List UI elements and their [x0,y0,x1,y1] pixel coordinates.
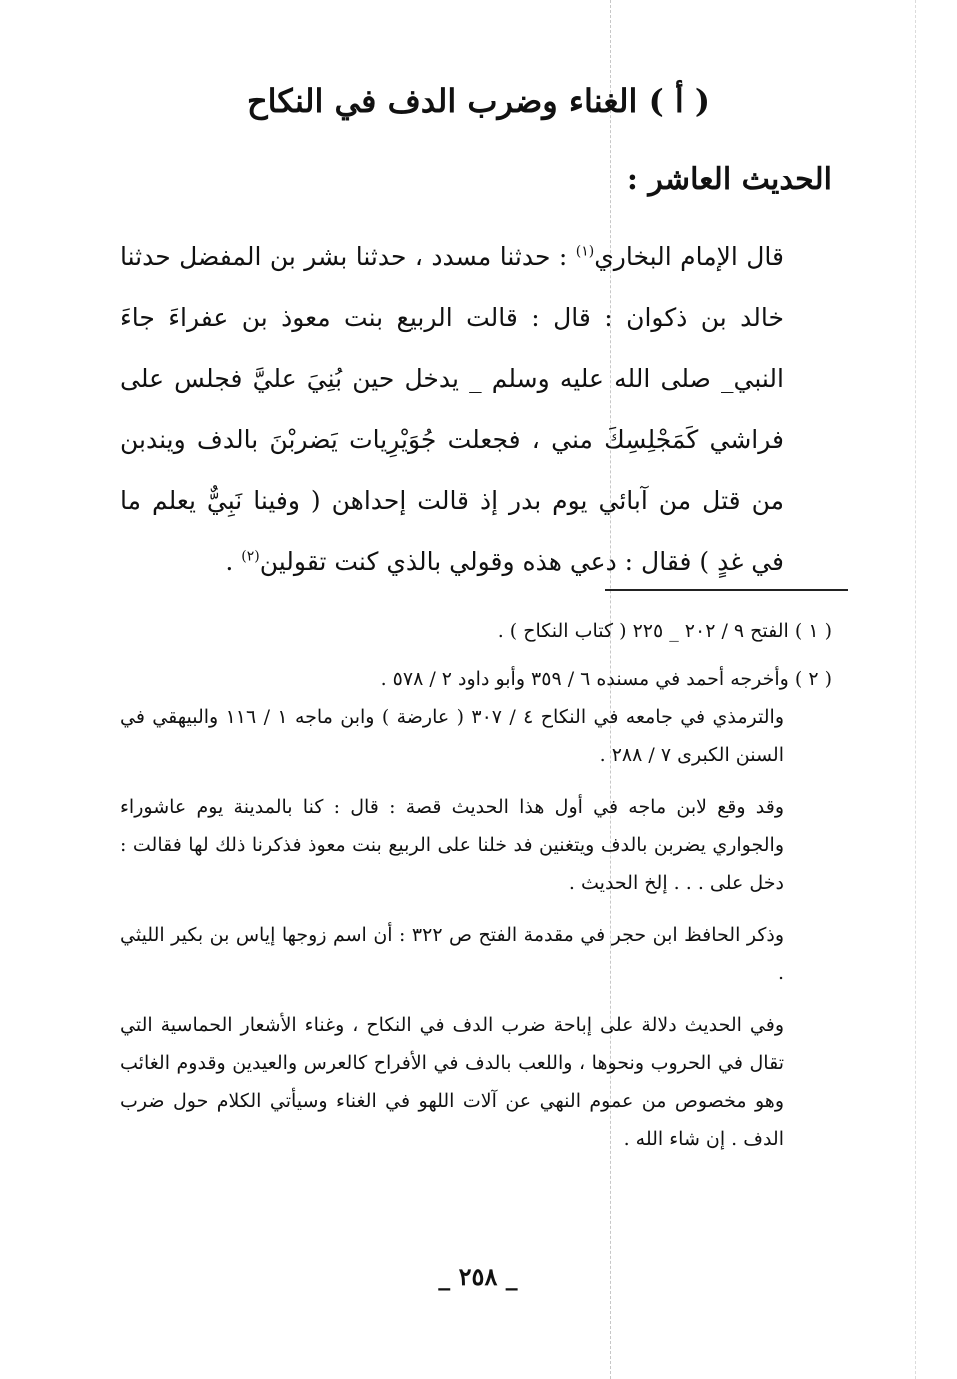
footnote-1: ( ١ ) الفتح ٩ / ٢٠٢ _ ٢٢٥ ( كتاب النكاح ) . [497,620,832,642]
chapter-title: ( أ ) الغناء وضرب الدف في النكاح [246,82,711,120]
footnote-mark-2: (٢) [241,548,260,565]
hadith-end: . [225,547,242,576]
hadith-text [120,226,832,592]
footnote-2-paragraph: وذكر الحافظ ابن حجر في مقدمة الفتح ص ٣٢٢ : أن اسم زوجها إياس بن بكير الليثي . [120,924,784,984]
scan-edge-line [915,0,916,1379]
hadith-body: : حدثنا مسدد ، حدثنا بشر بن المفضل حدثنا خالد بن ذكوان : قال : قالت الربيع بنت معوذ بن عفراءَ جاءَ النبي_ صلى الله عليه وسلم _ يدخل حين بُنِيَ عليَّ فجلس على فراشي كَمَجْلِسِكَ مني ، فجعلت جُوَيْرِيات يَضربْنَ بالدف ويندبن من قتل من آبائي يوم بدر إذ قالت إحداهن ( وفينا نَبِيٌّ يعلم ما في غدٍ ) فقال : دعي هذه وقولي بالذي كنت تقولين [120,242,784,576]
footnote-separator [605,589,848,591]
page-number: _ ٢٥٨ _ [438,1262,518,1291]
footnote-2-paragraph: وقد وقع لابن ماجه في أول هذا الحديث قصة : قال : كنا بالمدينة يوم عاشوراء والجواري يضربن بالدف ويتغنين فد خلنا على الربيع بنت معوذ فذكرنا ذلك لها فقالت : دخل على . . . إلخ الحديث . [120,796,784,894]
footnotes [120,612,832,1172]
footnote-2-paragraph: وفي الحديث دلالة على إباحة ضرب الدف في النكاح ، وغناء الأشعار الحماسية التي تقال في الحروب ونحوها ، واللعب بالدف في الأفراح كالعرس والعيدين وقدوم الغائب وهو مخصوص من عموم النهي عن آلات اللهو في الغناء وسيأتي الكلام حول ضرب الدف . إن شاء الله . [120,1014,784,1150]
footnote-2-paragraph: والترمذي في جامعه في النكاح ٤ / ٣٠٧ ( عارضة ) وابن ماجه ١ / ١١٦ والبيهقي في السنن الكبرى ٧ / ٢٨٨ . [120,706,784,766]
hadith-paragraph [120,226,832,592]
footnote-2: ( ٢ ) وأخرجه أحمد في مسنده ٦ / ٣٥٩ وأبو داود ٢ / ٥٧٨ . [380,668,832,690]
section-heading: الحديث العاشر : [626,162,832,197]
footnote-mark-1: (١) [575,243,595,260]
hadith-intro: قال الإمام البخاري [594,242,784,271]
